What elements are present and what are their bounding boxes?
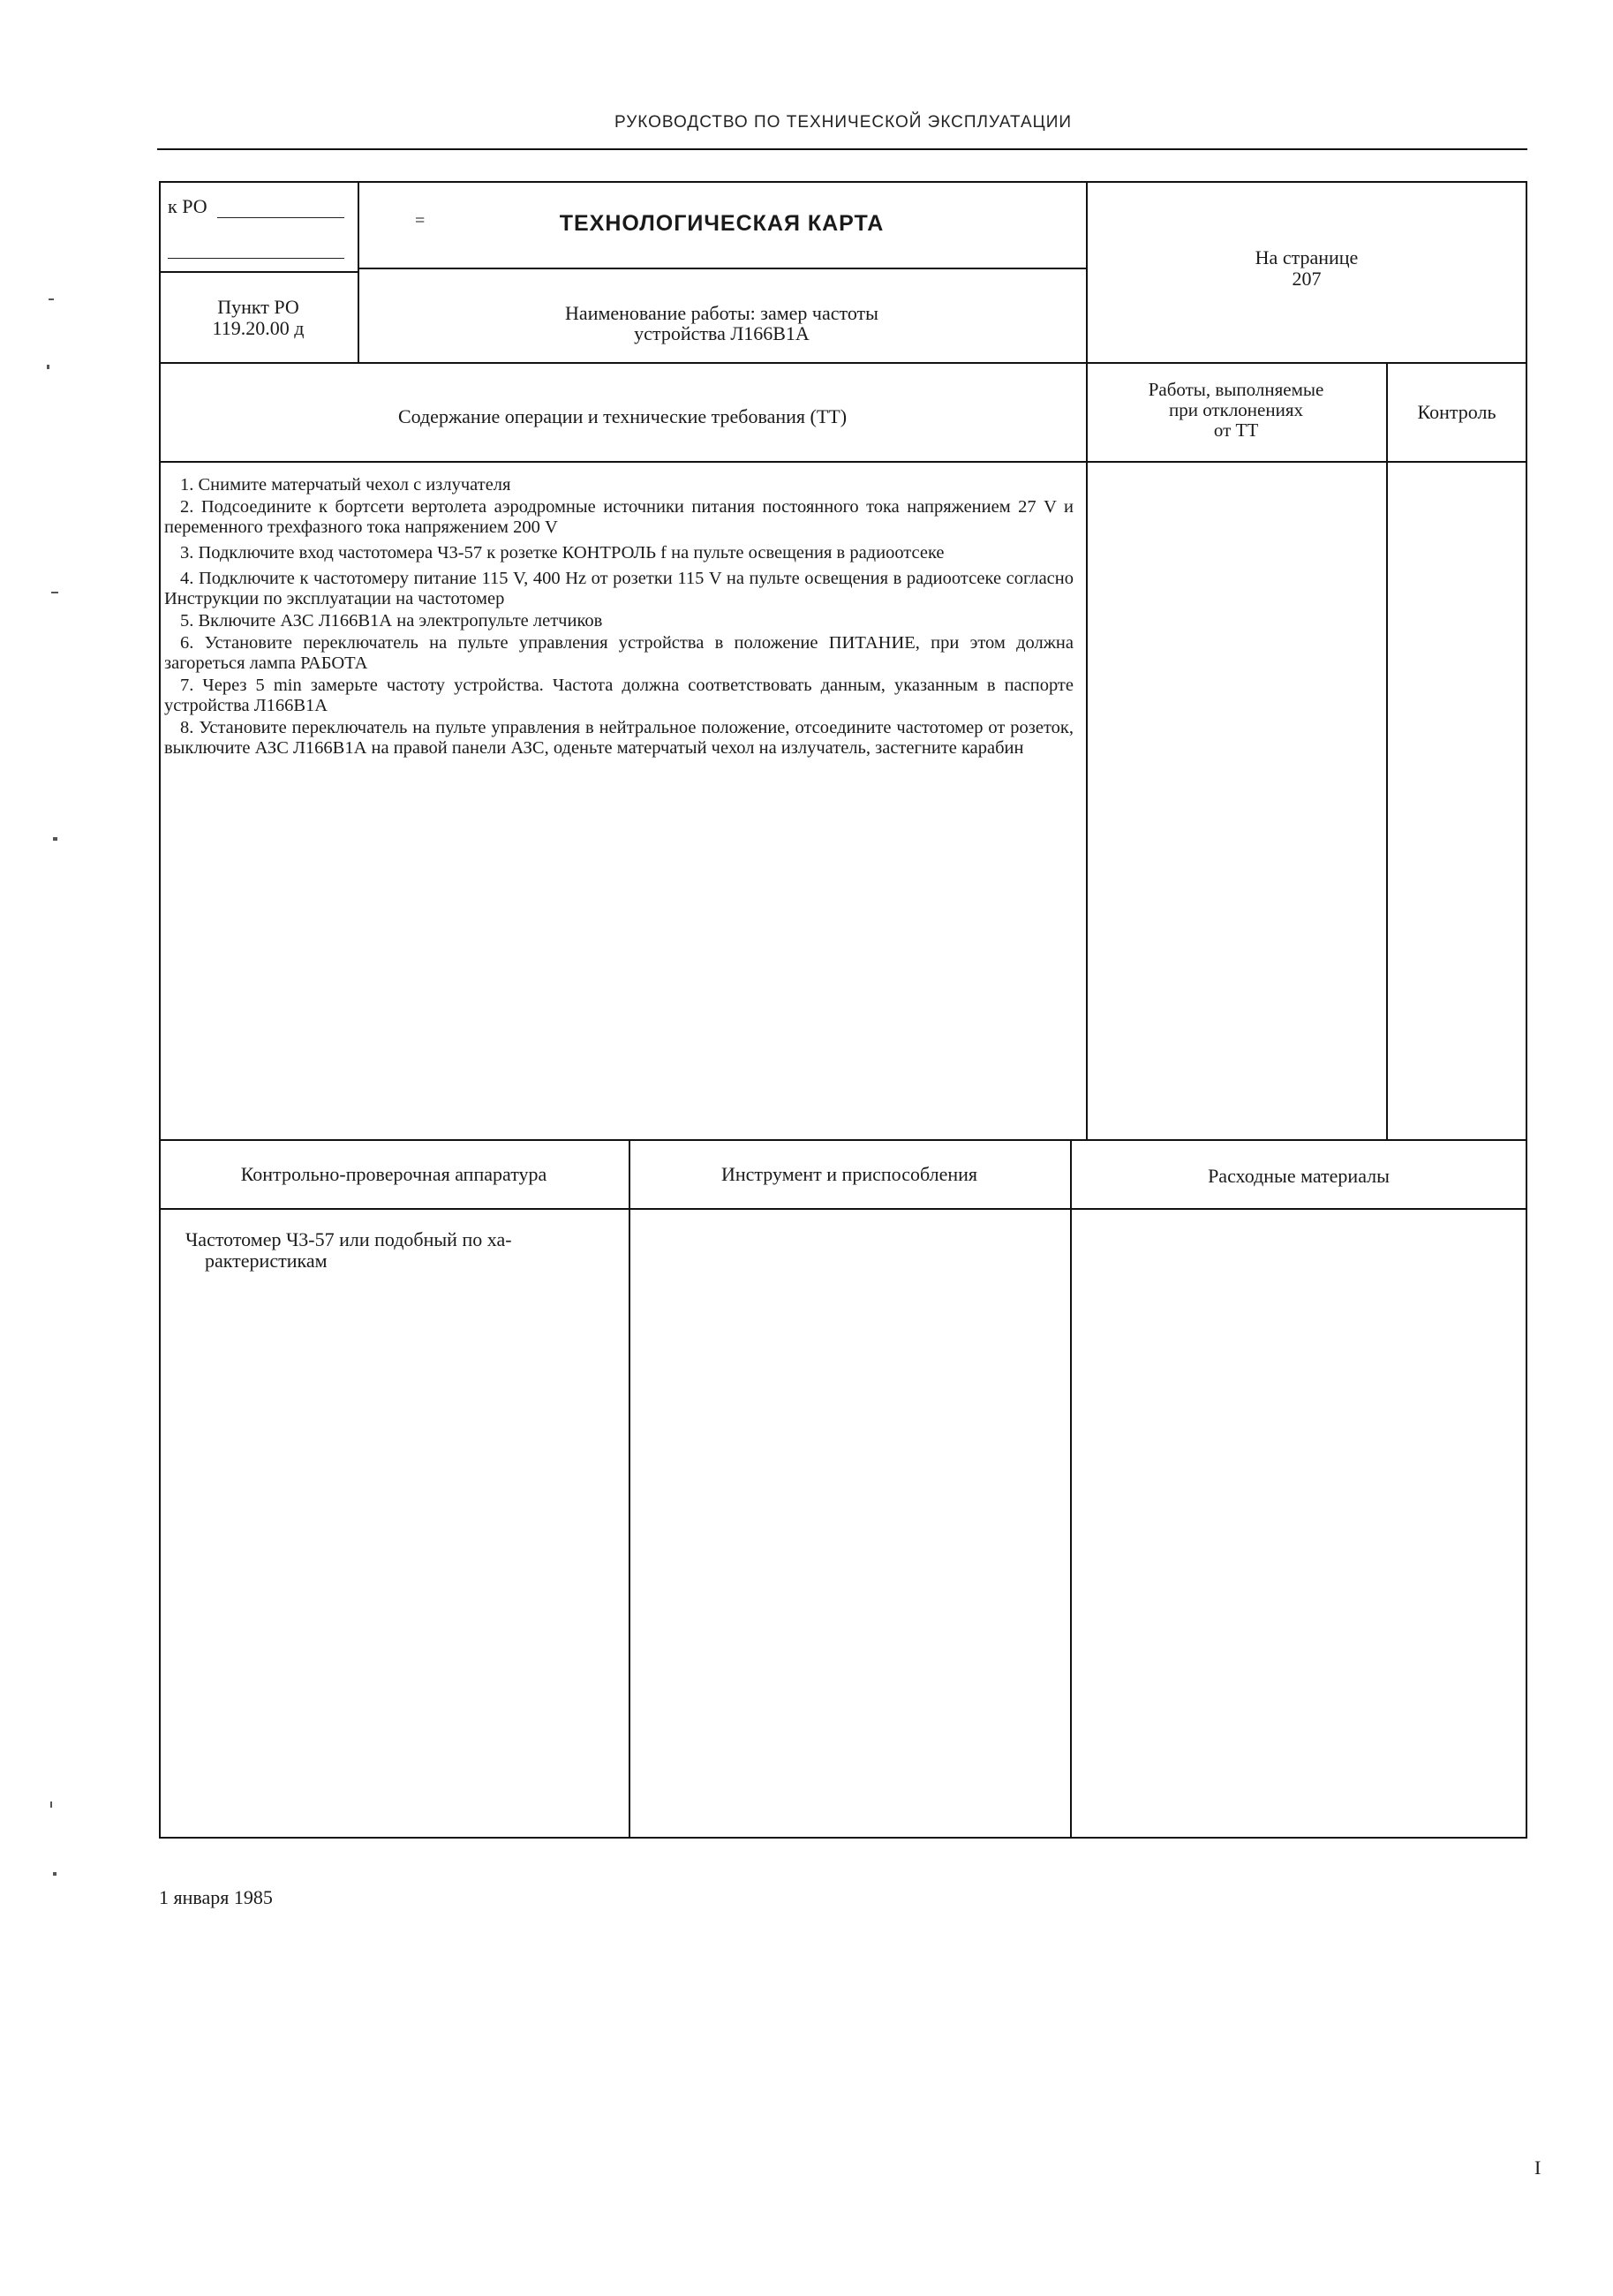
page-column-divider [1086,181,1088,1140]
deviations-header-line-3: от ТТ [1213,419,1259,441]
table-left-border [159,181,161,1838]
page-mark: I [1534,2156,1541,2179]
operation-step-8: 8. Установите переключатель на пульте управления в нейтральное положение, отсоедините частотомер от розеток, выключите АЗС Л166В1А на правой панели АЗС, оденьте матерчатый чехол на излучатель, застегните карабин [164,718,1074,758]
header-rule [157,148,1527,150]
item-label: Пункт РО [217,296,299,318]
item-value: 119.20.00 д [212,317,305,339]
operation-step-2: 2. Подсоедините к бортсети вертолета аэродромные источники питания постоянного тока напряжением 27 V и переменного трехфазного тока напряжением 200 V [164,497,1074,537]
title-row-divider [358,268,1086,269]
equipment-entry-line-2: рактеристикам [205,1250,328,1272]
equipment-column-header: Контрольно-проверочная аппаратура [240,1163,547,1185]
tools-column-header: Инструмент и приспособления [720,1163,978,1185]
work-name-line-1: Наименование работы: замер частоты [565,302,878,324]
footer-date: 1 января 1985 [159,1886,273,1908]
control-column-divider [1386,362,1388,1140]
scan-speck [53,837,57,841]
table-bottom-border [159,1837,1527,1839]
scan-speck [51,592,58,593]
card-title: ТЕХНОЛОГИЧЕСКАЯ КАРТА [559,211,885,236]
materials-column-divider [1070,1139,1072,1838]
operation-step-3: 3. Подключите вход частотомера Ч3-57 к розетке КОНТРОЛЬ f на пульте освещения в радиоотсеке [180,543,945,563]
bottom-header-divider [159,1208,1527,1210]
operations-bottom-border [159,1139,1527,1141]
ref-blank-line-2 [168,258,344,259]
control-column-header: Контроль [1417,401,1496,423]
operation-step-1: 1. Снимите матерчатый чехол с излучателя [180,475,511,495]
table-top-border [159,181,1527,183]
page-label: На странице [1255,246,1359,268]
operations-column-header: Содержание операции и технические требования (ТТ) [397,405,848,427]
work-name-line-2: устройства Л166В1А [634,322,810,344]
deviations-header-line-2: при отклонениях [1168,399,1303,420]
ref-label: к РО [168,195,207,217]
header-bottom-border [159,362,1527,364]
ref-row-divider [159,271,358,273]
ref-blank-line-1 [217,217,344,218]
table-right-border [1526,181,1527,1838]
deviations-header-line-1: Работы, выполняемые [1148,379,1324,400]
column-header-bottom-border [159,461,1527,463]
running-header: РУКОВОДСТВО ПО ТЕХНИЧЕСКОЙ ЭКСПЛУАТАЦИИ [614,113,1073,132]
scan-speck [47,365,49,369]
operation-step-5: 5. Включите АЗС Л166В1А на электропульте летчиков [180,611,603,631]
stray-mark: = [415,211,426,230]
scan-speck [49,298,54,300]
tools-column-divider [629,1139,630,1838]
operation-step-6: 6. Установите переключатель на пульте управления устройства в положение ПИТАНИЕ, при этом должна загореться лампа РАБОТА [164,633,1074,673]
materials-column-header: Расходные материалы [1208,1165,1390,1187]
scan-speck [50,1801,52,1808]
operation-step-7: 7. Через 5 min замерьте частоту устройства. Частота должна соответствовать данным, указанным в паспорте устройства Л166В1А [164,676,1074,715]
page-number: 207 [1292,268,1322,290]
operations-list [164,475,1074,760]
operation-step-4: 4. Подключите к частотомеру питание 115 V, 400 Hz от розетки 115 V на пульте освещения в радиоотсеке согласно Инструкции по эксплуатации на частотомер [164,569,1074,608]
equipment-entry-line-1: Частотомер Ч3-57 или подобный по ха- [185,1228,512,1250]
scan-speck [53,1872,57,1876]
